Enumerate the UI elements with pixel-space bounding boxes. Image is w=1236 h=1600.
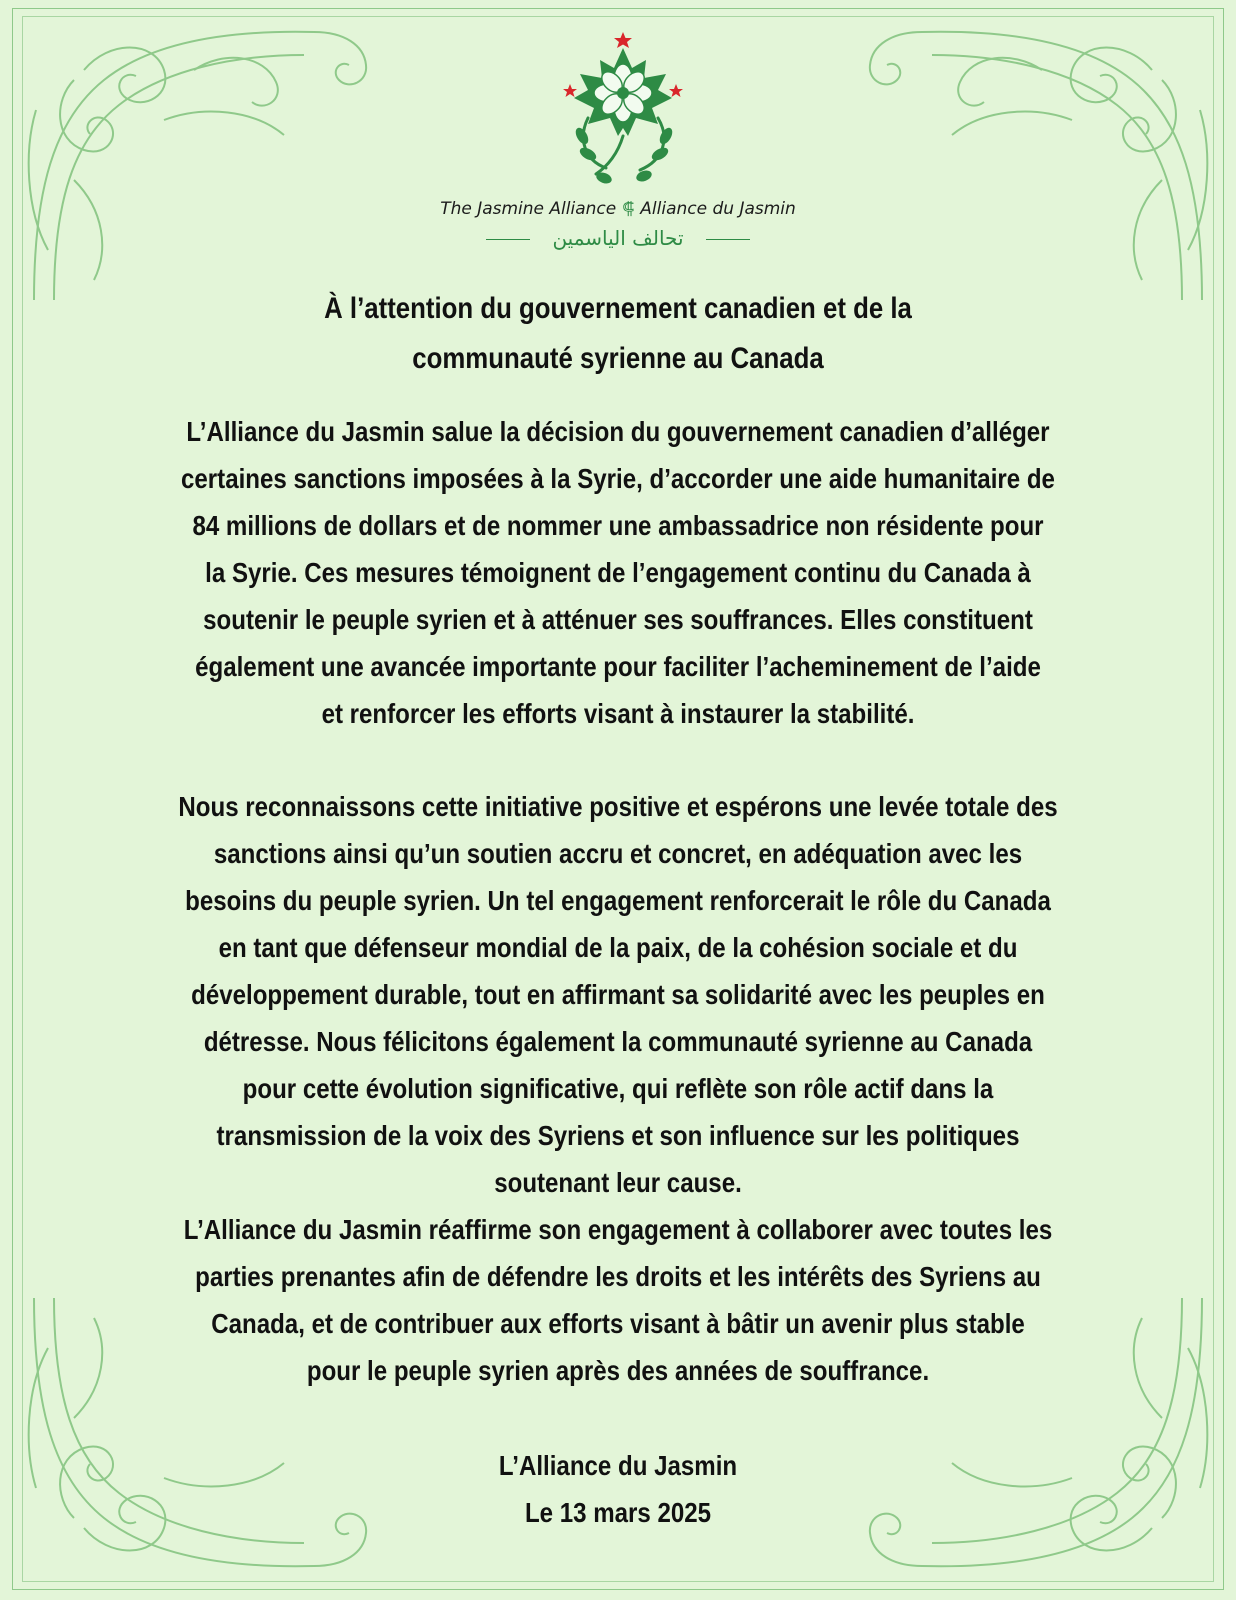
divider-left [486, 239, 530, 241]
letter-date: Le 13 mars 2025 [524, 1497, 712, 1528]
paragraph-2: Nous reconnaissons cette initiative positive et espérons une levée totale des sanctions ainsi qu’un soutien accru et concret, en adéquation avec les besoins du peuple syrien. Un tel engagement renforcerait le rôle du Canada en tant que défenseur mondial de la paix, de la cohésion sociale et du développement durable, tout en affirmant sa solidarité avec les peuples en détresse. Nous félicitons également la communauté syrienne au Canada pour cette évolution significative, qui reflète son rôle actif dans la transmission de la voix des Syriens et son influence sur les politiques soutenant leur cause. [178, 791, 1058, 1198]
jasmine-alliance-logo [548, 28, 698, 188]
letter-title: À l’attention du gouvernement canadien et de la communauté syrienne au Canada [324, 292, 912, 375]
letter-body [164, 284, 1072, 1536]
brand-name-en: The Jasmine Alliance [440, 199, 617, 219]
corner-ornament-top-left [14, 10, 394, 310]
paragraph-1: L’Alliance du Jasmin salue la décision du gouvernement canadien d’alléger certaines sanctions imposées à la Syrie, d’accorder une aide humanitaire de 84 millions de dollars et de nommer une ambassadrice non résidente pour la Syrie. Ces mesures témoignent de l’engagement continu du Canada à soutenir le peuple syrien et à atténuer ses souffrances. Elles constituent également une avancée importante pour faciliter l’acheminement de l’aide et renforcer les efforts visant à instaurer la stabilité. [181, 416, 1055, 729]
brand-name-ar: تحالف الياسمين [552, 226, 684, 250]
paragraph-3: L’Alliance du Jasmin réaffirme son engagement à collaborer avec toutes les parties prenantes afin de défendre les droits et les intérêts des Syriens au Canada, et de contribuer aux efforts visant à bâtir un avenir plus stable pour le peuple syrien après des années de souffrance. [183, 1214, 1053, 1386]
signature-name: L’Alliance du Jasmin [498, 1450, 738, 1481]
brand-arabic-line [0, 226, 1236, 250]
divider-right [706, 239, 750, 241]
signature-block [164, 1442, 1072, 1536]
jasmine-sprig-icon: ⸿ [622, 199, 635, 219]
corner-ornament-top-right [842, 10, 1222, 310]
brand-name-fr: Alliance du Jasmin [640, 199, 796, 219]
brand-line [0, 196, 1236, 219]
